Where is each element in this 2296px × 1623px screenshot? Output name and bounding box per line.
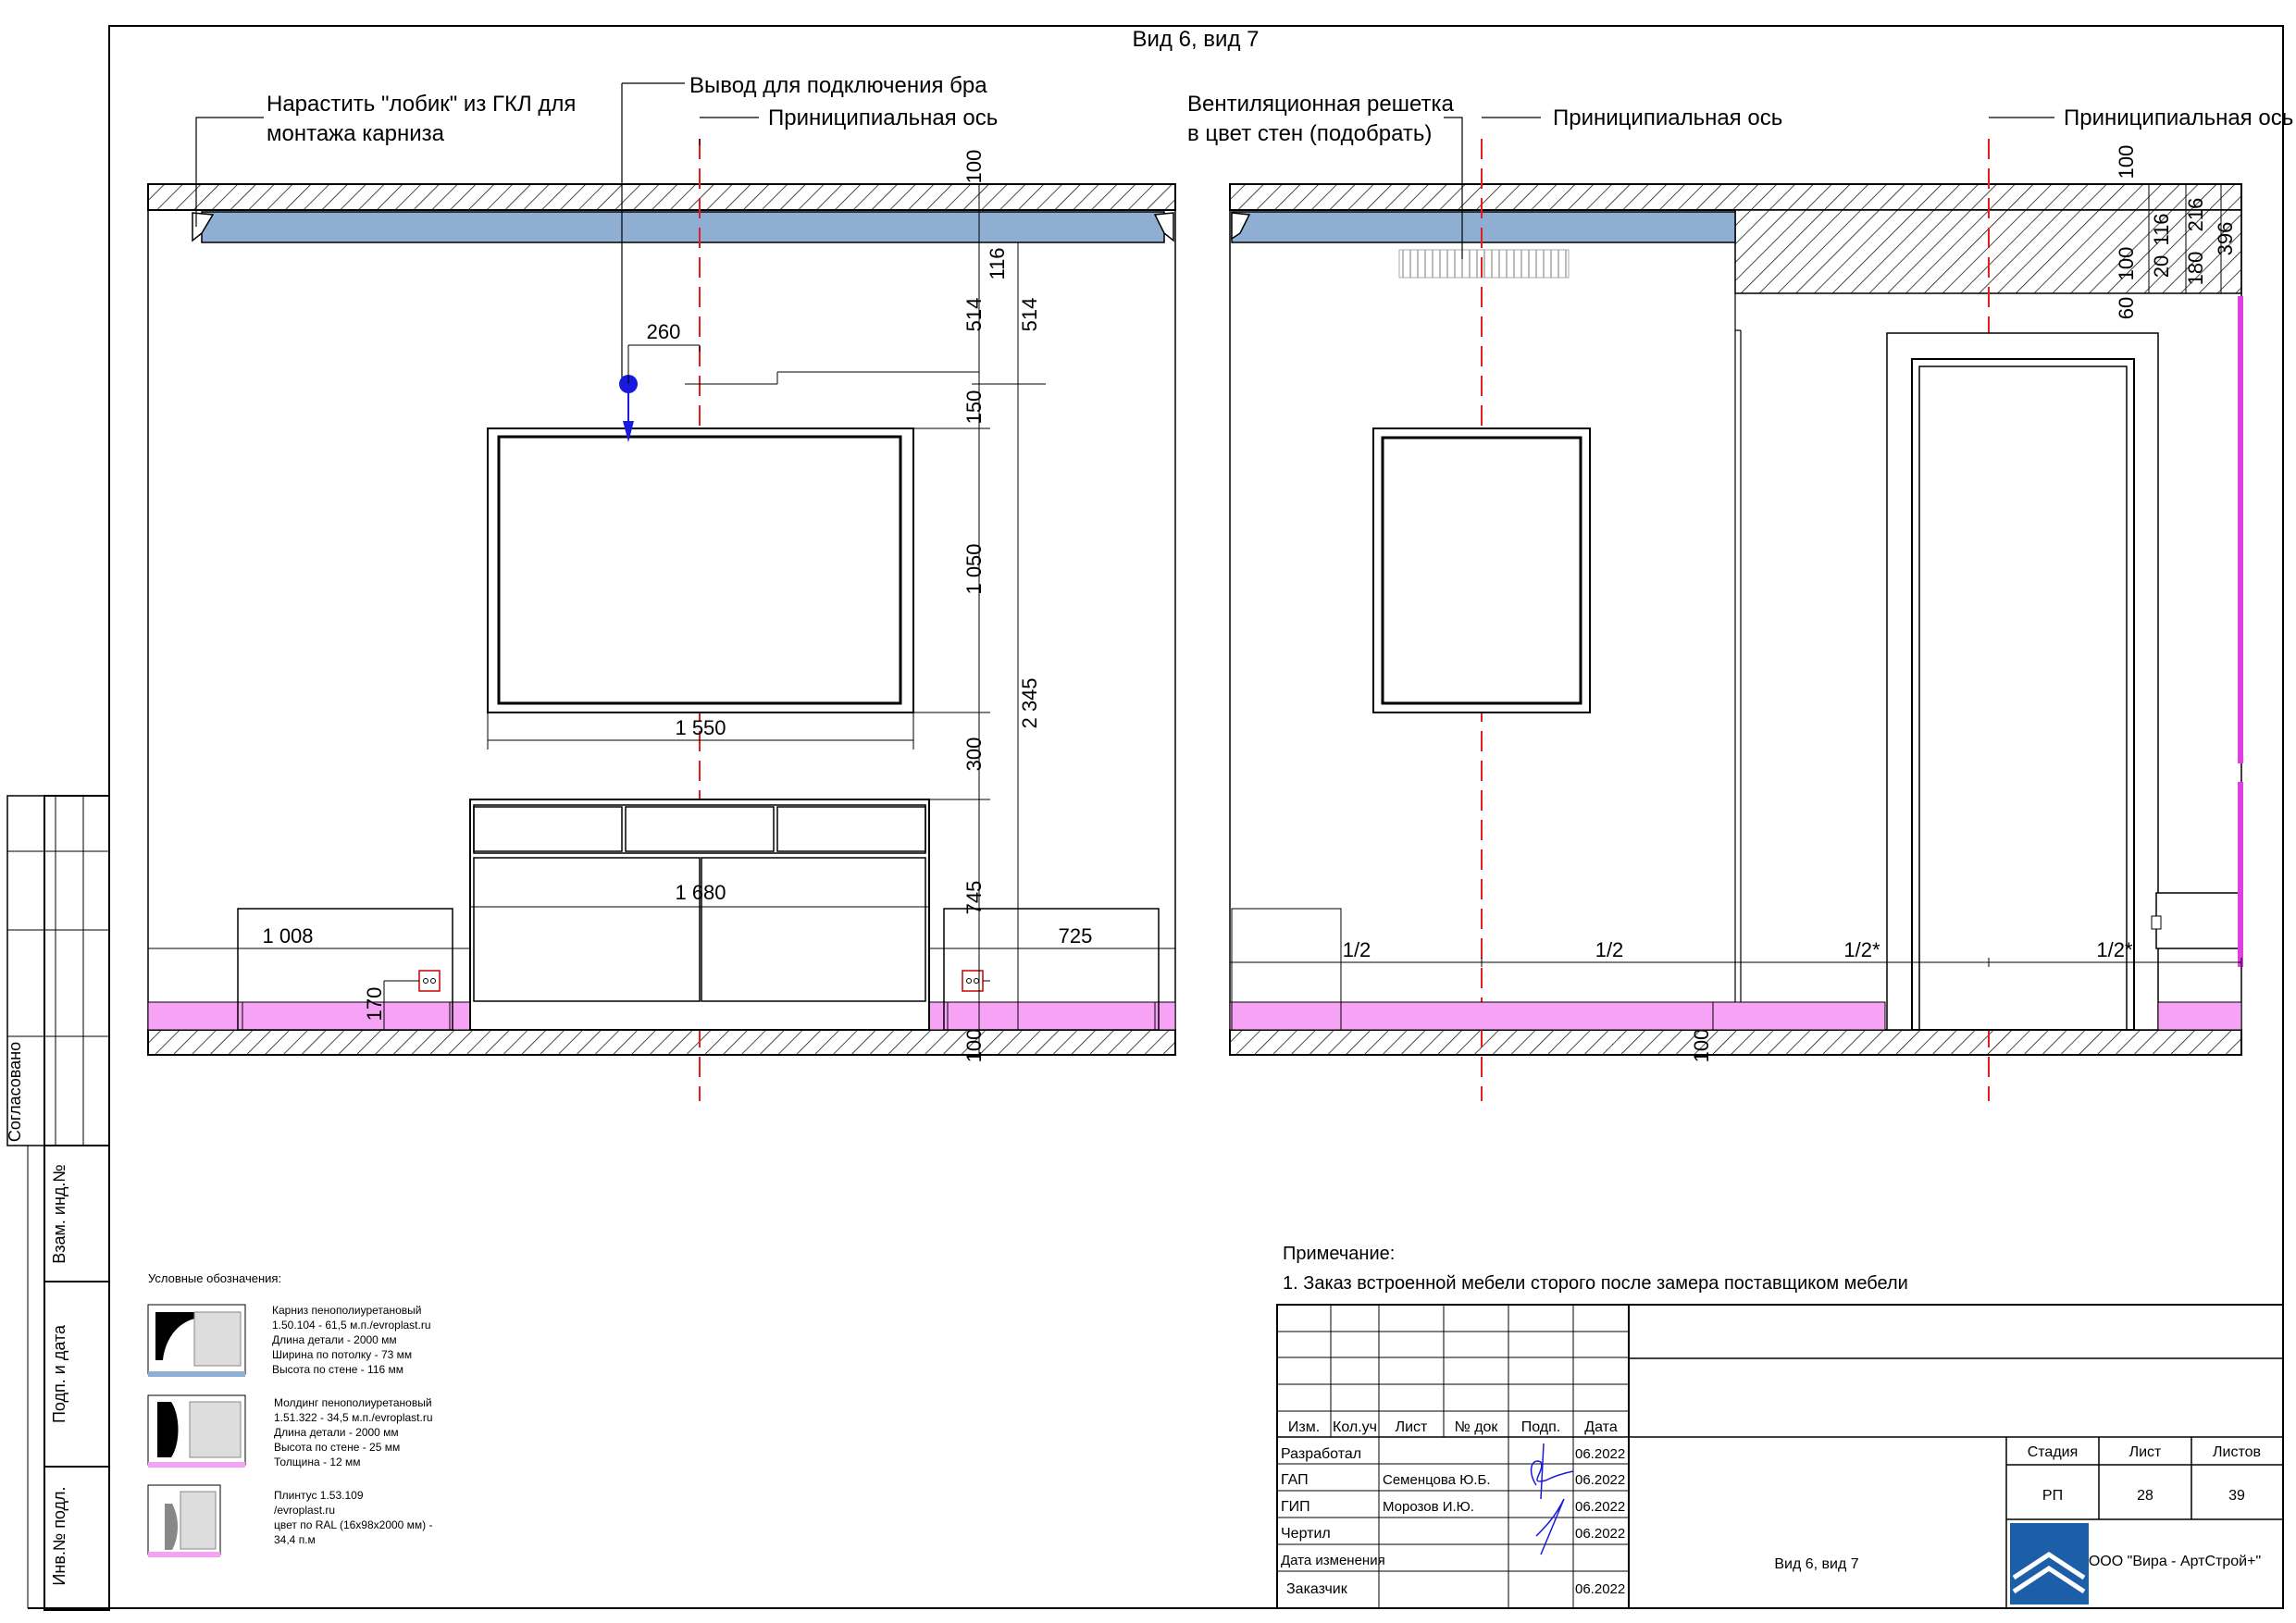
vent-grille	[1399, 250, 1569, 278]
dim-745: 745	[962, 880, 986, 915]
signature	[1532, 1443, 1573, 1555]
cornice	[1232, 212, 1735, 242]
legend-item-2: Молдинг пенополиуретановый 1.51.322 - 34,5 м.п./evroplast.ru Длина детали - 2000 мм Высота по стене - 25 мм Толщина - 12 мм	[274, 1396, 433, 1468]
socket-icon	[962, 971, 983, 991]
note-vent: Вентиляционная решетка в цвет стен (подобрать)	[1187, 92, 1454, 146]
dim-260: 260	[646, 320, 681, 343]
dim-514a: 514	[962, 297, 986, 332]
note-cornice: Нарастить "лобик" из ГКЛ для монтажа карниза	[267, 92, 577, 146]
company-logo-icon	[2010, 1523, 2089, 1604]
tb-sheets: 39	[2228, 1488, 2245, 1504]
stamp-vzam: Взам. инд.№	[50, 1164, 68, 1264]
socket-icon	[419, 971, 440, 991]
tb-date-3: 06.2022	[1575, 1499, 1626, 1515]
cornice	[202, 212, 1164, 242]
tb-role-3: ГИП	[1281, 1499, 1310, 1515]
stamp-agreed: Согласовано	[6, 1041, 24, 1143]
dim-1680: 1 680	[675, 881, 726, 904]
tb-role-5: Дата изменения	[1281, 1553, 1385, 1568]
legend-title: Условные обозначения:	[148, 1271, 282, 1285]
dim-116: 116	[986, 247, 1009, 280]
tb-drawing-name: Вид 6, вид 7	[1774, 1556, 1859, 1572]
dim-216: 216	[2184, 197, 2207, 232]
legend	[148, 1271, 436, 1557]
floor-slab	[148, 1030, 1175, 1055]
tb-date-1: 06.2022	[1575, 1446, 1626, 1462]
dim-2345: 2 345	[1018, 677, 1041, 729]
led-strip	[2238, 296, 2243, 763]
tb-date-6: 06.2022	[1575, 1581, 1626, 1597]
dim-h2: 1/2	[1595, 938, 1624, 961]
notes-line-1: 1. Заказ встроенной мебели сторого после замера поставщиком мебели	[1283, 1273, 1908, 1294]
tb-name-3: Морозов И.Ю.	[1383, 1499, 1474, 1515]
view-6	[148, 73, 1175, 1101]
view-7	[1187, 92, 2293, 1101]
floor-slab	[1230, 1030, 2241, 1055]
tb-sheet: 28	[2137, 1488, 2153, 1504]
notes-heading: Примечание:	[1283, 1244, 1396, 1264]
tb-date-2: 06.2022	[1575, 1472, 1626, 1488]
legend-item-3: Плинтус 1.53.109 /evroplast.ru цвет по RAL (16х98х2000 мм) - 34,4 п.м	[274, 1489, 433, 1546]
dim-300: 300	[962, 737, 986, 772]
tb-stage-header: Стадия	[2027, 1444, 2079, 1460]
tb-stage: РП	[2042, 1488, 2064, 1504]
ceiling-slab	[148, 184, 1175, 210]
side-stamp	[6, 796, 109, 1610]
tb-role-4: Чертил	[1281, 1526, 1331, 1542]
legend-item-1: Карниз пенополиуретановый 1.50.104 - 61,5 м.п./evroplast.ru Длина детали - 2000 мм Ширина по потолку - 73 мм Высота по стене - 116 мм	[272, 1304, 431, 1376]
tb-role-6: Заказчик	[1286, 1581, 1347, 1597]
dim-floor: 100	[962, 1028, 986, 1063]
radiator	[2156, 893, 2241, 948]
stamp-podp: Подп. и дата	[50, 1324, 68, 1424]
dim-180: 180	[2184, 251, 2207, 286]
ceiling-slab	[1230, 184, 2241, 210]
tb-company: ООО "Вира - АртСтрой+"	[2088, 1554, 2262, 1569]
dim-floor: 100	[1690, 1028, 1713, 1063]
dim-1050: 1 050	[962, 543, 986, 595]
dim-60: 60	[2115, 296, 2138, 320]
dim-116: 116	[2150, 213, 2173, 246]
dim-h4: 1/2*	[2096, 938, 2133, 961]
dim-h1: 1/2	[1342, 938, 1371, 961]
tb-header-ndok: № док	[1454, 1419, 1498, 1435]
tb-header-kolych: Кол.уч	[1333, 1419, 1377, 1435]
dim-150: 150	[962, 390, 986, 425]
dim-396: 396	[2214, 221, 2237, 256]
tb-sheets-header: Листов	[2213, 1444, 2261, 1460]
tb-sheet-header: Лист	[2128, 1444, 2162, 1460]
dim-1550: 1 550	[675, 716, 726, 739]
tb-date-4: 06.2022	[1575, 1526, 1626, 1542]
note-outlet: Вывод для подключения бра	[689, 73, 987, 98]
dim-ceiling: 100	[962, 149, 986, 184]
dim-725: 725	[1058, 924, 1093, 948]
stamp-inv: Инв.№ подл.	[50, 1486, 68, 1586]
axis-label-2: Приниципиальная ось	[2064, 105, 2294, 130]
sheet-title: Вид 6, вид 7	[1132, 27, 1260, 52]
tb-header-list: Лист	[1395, 1419, 1428, 1435]
tb-header-izm: Изм.	[1287, 1419, 1321, 1435]
title-block-text	[1281, 1419, 2261, 1597]
dim-170: 170	[363, 986, 386, 1022]
axis-label-1: Приниципиальная ось	[1553, 105, 1783, 130]
tb-header-podp: Подп.	[1520, 1419, 1561, 1435]
axis-label: Приниципиальная ось	[768, 105, 999, 130]
dim-1008: 1 008	[262, 924, 314, 948]
tb-header-data: Дата	[1584, 1419, 1618, 1435]
dim-h3: 1/2*	[1843, 938, 1880, 961]
skirting	[1230, 1002, 1885, 1030]
dim-514b: 514	[1018, 297, 1041, 332]
tb-role-2: ГАП	[1281, 1472, 1309, 1488]
tb-name-2: Семенцова Ю.Б.	[1383, 1472, 1491, 1488]
dim-100a: 100	[2115, 144, 2138, 180]
dim-20: 20	[2150, 254, 2173, 279]
tb-role-1: Разработал	[1281, 1446, 1362, 1462]
dim-100b: 100	[2115, 246, 2138, 281]
